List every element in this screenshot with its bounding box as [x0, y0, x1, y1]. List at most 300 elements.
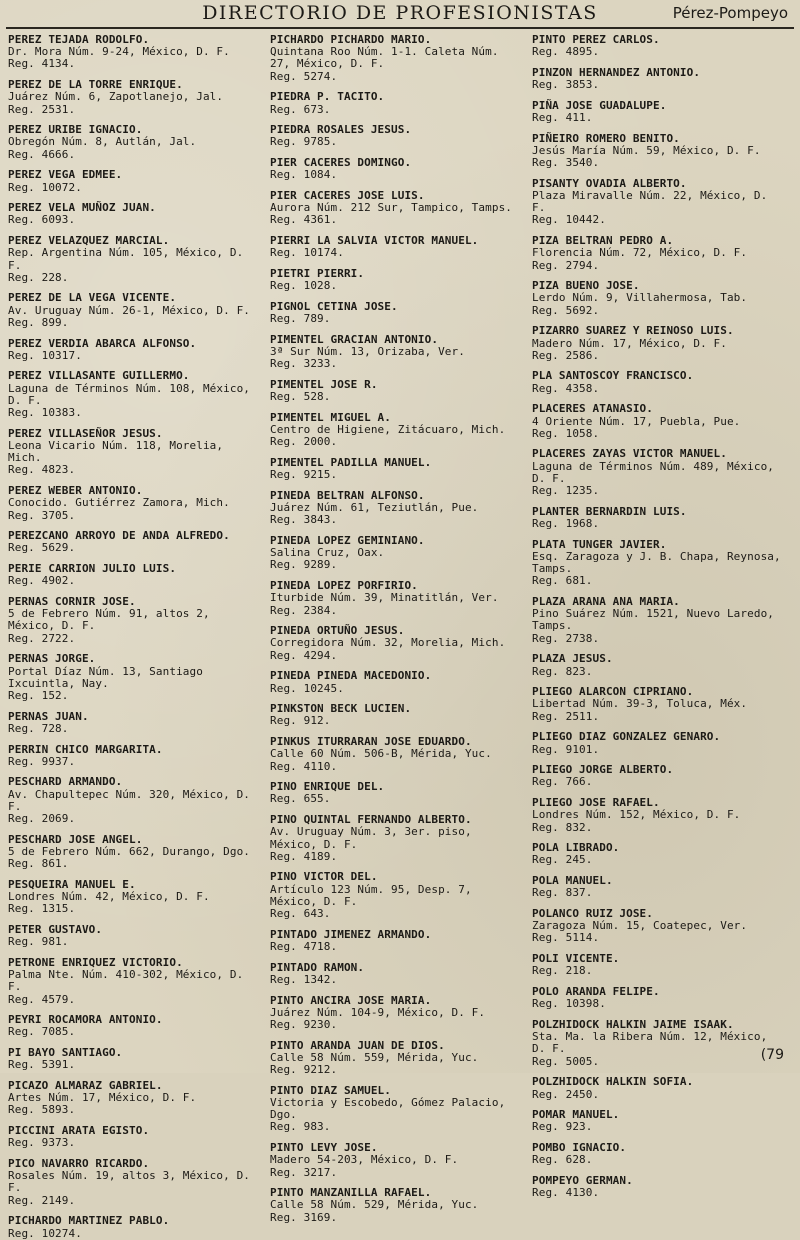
entry-registration: Reg. 3540. — [532, 156, 600, 170]
entry-registration: Reg. 5893. — [8, 1103, 76, 1117]
entry-address: Londres Núm. 42, México, D. F. — [8, 890, 210, 904]
directory-entry — [270, 625, 524, 662]
entry-name: PEREZ VILLASEÑOR JESUS. — [8, 426, 163, 440]
directory-entry — [270, 124, 524, 148]
entry-address: 5 de Febrero Núm. 662, Durango, Dgo. — [8, 844, 251, 858]
directory-entry — [532, 1142, 786, 1166]
entry-registration: Reg. 5629. — [8, 541, 76, 555]
directory-entry — [8, 596, 262, 645]
directory-entry — [8, 744, 262, 768]
entry-name: PICAZO ALMARAZ GABRIEL. — [8, 1079, 163, 1093]
directory-entry — [8, 1047, 262, 1071]
entry-name: PINKUS ITURRARAN JOSE EDUARDO. — [270, 735, 472, 749]
entry-name: POMBO IGNACIO. — [532, 1141, 627, 1155]
entry-name: POMPEYO GERMAN. — [532, 1174, 633, 1188]
directory-entry — [270, 871, 524, 920]
entry-registration: Reg. 832. — [532, 820, 593, 834]
directory-entry — [8, 834, 262, 871]
entry-registration: Reg. 861. — [8, 857, 69, 871]
entry-registration: Reg. 218. — [532, 964, 593, 978]
directory-entry — [270, 490, 524, 527]
directory-entry — [270, 1085, 524, 1134]
entry-registration: Reg. 1315. — [8, 902, 76, 916]
entry-name: POLZHIDOCK HALKIN SOFIA. — [532, 1075, 694, 1089]
entry-registration: Reg. 4902. — [8, 574, 76, 588]
entry-name: PI BAYO SANTIAGO. — [8, 1046, 123, 1060]
entry-name: PETRONE ENRIQUEZ VICTORIO. — [8, 955, 183, 969]
entry-name: PEREZ URIBE IGNACIO. — [8, 123, 143, 137]
directory-entry — [532, 403, 786, 440]
directory-entry — [270, 190, 524, 227]
entry-name: PERNAS JORGE. — [8, 652, 96, 666]
entry-registration: Reg. 628. — [532, 1153, 593, 1167]
entry-registration: Reg. 3705. — [8, 508, 76, 522]
entry-name: PESCHARD ARMANDO. — [8, 775, 123, 789]
entry-address: Leona Vicario Núm. 118, Morelia, Mich. — [8, 438, 224, 465]
directory-entry — [8, 169, 262, 193]
entry-name: PIETRI PIERRI. — [270, 267, 365, 281]
entry-registration: Reg. 9101. — [532, 742, 600, 756]
entry-name: PERRIN CHICO MARGARITA. — [8, 742, 163, 756]
entry-registration: Reg. 411. — [532, 111, 593, 125]
entry-address: Zaragoza Núm. 15, Coatepec, Ver. — [532, 919, 748, 933]
directory-entry — [532, 178, 786, 227]
entry-registration: Reg. 4134. — [8, 57, 76, 71]
directory-entry — [270, 91, 524, 115]
directory-entry — [532, 100, 786, 124]
directory-entry — [270, 379, 524, 403]
directory-entry — [270, 703, 524, 727]
directory-entry — [270, 736, 524, 773]
directory-entry — [270, 814, 524, 863]
entry-registration: Reg. 1058. — [532, 426, 600, 440]
entry-registration: Reg. 4361. — [270, 213, 338, 227]
entry-registration: Reg. 2531. — [8, 102, 76, 116]
directory-entry — [532, 764, 786, 788]
entry-registration: Reg. 899. — [8, 315, 69, 329]
entry-address: Juárez Núm. 6, Zapotlanejo, Jal. — [8, 90, 224, 104]
directory-entry — [270, 962, 524, 986]
entry-registration: Reg. 728. — [8, 721, 69, 735]
page-header — [0, 0, 800, 24]
entry-address: Florencia Núm. 72, México, D. F. — [532, 246, 748, 260]
entry-registration: Reg. 4823. — [8, 463, 76, 477]
entry-registration: Reg. 4130. — [532, 1186, 600, 1200]
entry-name: PLIEGO JORGE ALBERTO. — [532, 763, 674, 777]
entry-registration: Reg. 9785. — [270, 135, 338, 149]
directory-entry — [270, 535, 524, 572]
entry-address: Pino Suárez Núm. 1521, Nuevo Laredo, Tamps. — [532, 607, 775, 633]
entry-name: PLAZA ARANA ANA MARIA. — [532, 595, 680, 609]
entry-address: Libertad Núm. 39-3, Toluca, Méx. — [532, 697, 748, 711]
directory-entry — [270, 781, 524, 805]
entry-registration: Reg. 2450. — [532, 1087, 600, 1101]
entry-name: PLIEGO JOSE RAFAEL. — [532, 796, 660, 810]
entry-address: Artículo 123 Núm. 95, Desp. 7, México, D. F. — [270, 882, 472, 908]
entry-name: PINTADO JIMENEZ ARMANDO. — [270, 927, 432, 941]
entry-registration: Reg. 1028. — [270, 279, 338, 293]
directory-entry — [270, 1040, 524, 1077]
entry-name: PIMENTEL PADILLA MANUEL. — [270, 455, 432, 469]
entry-registration: Reg. 823. — [532, 664, 593, 678]
entry-registration: Reg. 9937. — [8, 754, 76, 768]
entry-name: PIERRI LA SALVIA VICTOR MANUEL. — [270, 234, 479, 248]
entry-registration: Reg. 981. — [8, 935, 69, 949]
entry-registration: Reg. 5391. — [8, 1058, 76, 1072]
entry-name: PEREZ VERDIA ABARCA ALFONSO. — [8, 336, 197, 350]
entry-name: PEREZ VELAZQUEZ MARCIAL. — [8, 234, 170, 248]
directory-entry — [532, 34, 786, 58]
entry-registration: Reg. 2000. — [270, 435, 338, 449]
entry-name: PICO NAVARRO RICARDO. — [8, 1157, 150, 1171]
entry-name: PIMENTEL MIGUEL A. — [270, 410, 392, 424]
entry-name: PIGNOL CETINA JOSE. — [270, 299, 398, 313]
entry-registration: Reg. 766. — [532, 775, 593, 789]
entry-address: Av. Uruguay Núm. 26-1, México, D. F. — [8, 303, 251, 317]
entry-address: Av. Chapultepec Núm. 320, México, D. F. — [8, 787, 251, 813]
entry-name: PLATA TUNGER JAVIER. — [532, 537, 667, 551]
directory-entry — [8, 1125, 262, 1149]
entry-registration: Reg. 10245. — [270, 681, 344, 695]
entry-address: Centro de Higiene, Zitácuaro, Mich. — [270, 423, 506, 437]
entry-registration: Reg. 7085. — [8, 1025, 76, 1039]
directory-entry — [270, 235, 524, 259]
entry-name: POMAR MANUEL. — [532, 1108, 620, 1122]
directory-entry — [532, 280, 786, 317]
entry-address: Plaza Miravalle Núm. 22, México, D. F. — [532, 189, 768, 215]
entry-name: PIZARRO SUAREZ Y REINOSO LUIS. — [532, 324, 734, 338]
entry-registration: Reg. 2069. — [8, 812, 76, 826]
entry-registration: Reg. 152. — [8, 688, 69, 702]
directory-entry — [532, 1109, 786, 1133]
entry-registration: Reg. 4189. — [270, 849, 338, 863]
entry-name: PEREZ WEBER ANTONIO. — [8, 484, 143, 498]
entry-name: PINTO ANCIRA JOSE MARIA. — [270, 993, 432, 1007]
directory-entry — [532, 596, 786, 645]
entry-registration: Reg. 837. — [532, 886, 593, 900]
entry-registration: Reg. 10442. — [532, 213, 606, 227]
entry-registration: Reg. 9373. — [8, 1136, 76, 1150]
directory-entry — [532, 1175, 786, 1199]
entry-name: PEREZ VILLASANTE GUILLERMO. — [8, 369, 190, 383]
entry-name: PINEDA LOPEZ PORFIRIO. — [270, 579, 418, 593]
entry-registration: Reg. 643. — [270, 907, 331, 921]
entry-name: PEREZ TEJADA RODOLFO. — [8, 33, 150, 46]
entry-address: Rosales Núm. 19, altos 3, México, D. F. — [8, 1169, 251, 1195]
directory-entry — [532, 797, 786, 834]
directory-entry — [270, 1187, 524, 1224]
entry-name: PINTO ARANDA JUAN DE DIOS. — [270, 1038, 445, 1052]
entry-registration: Reg. 245. — [532, 853, 593, 867]
entries-columns — [8, 33, 786, 1240]
directory-entry — [8, 1158, 262, 1207]
entry-name: POLA MANUEL. — [532, 874, 613, 888]
entry-address: Quintana Roo Núm. 1-1. Caleta Núm. 27, México, D. F. — [270, 45, 499, 71]
entry-address: Portal Díaz Núm. 13, Santiago Ixcuintla, Nay. — [8, 664, 203, 690]
entry-registration: Reg. 5274. — [270, 69, 338, 83]
entry-name: PINEDA ORTUÑO JESUS. — [270, 624, 405, 638]
entry-registration: Reg. 4358. — [532, 381, 600, 395]
directory-entry — [8, 879, 262, 916]
entry-name: POLANCO RUIZ JOSE. — [532, 907, 654, 921]
entry-address: 4 Oriente Núm. 17, Puebla, Pue. — [532, 414, 741, 428]
entry-registration: Reg. 3233. — [270, 357, 338, 371]
directory-entry — [532, 506, 786, 530]
entry-name: PERNAS JUAN. — [8, 709, 89, 723]
entry-name: PINEDA PINEDA MACEDONIO. — [270, 669, 432, 683]
entry-address: Lerdo Núm. 9, Villahermosa, Tab. — [532, 291, 748, 305]
entry-address: Laguna de Términos Núm. 489, México, D. F. — [532, 459, 775, 485]
entry-name: PEREZ DE LA VEGA VICENTE. — [8, 291, 177, 305]
entry-registration: Reg. 3217. — [270, 1165, 338, 1179]
entry-address: Conocido. Gutiérrez Zamora, Mich. — [8, 496, 230, 510]
entry-name: PLIEGO DIAZ GONZALEZ GENARO. — [532, 730, 721, 744]
entry-registration: Reg. 1342. — [270, 972, 338, 986]
directory-entry — [532, 235, 786, 272]
entry-registration: Reg. 10072. — [8, 180, 82, 194]
directory-entry — [532, 653, 786, 677]
entry-registration: Reg. 4110. — [270, 759, 338, 773]
directory-entry — [532, 686, 786, 723]
directory-entry — [270, 157, 524, 181]
entry-name: PIÑEIRO ROMERO BENITO. — [532, 131, 680, 145]
entry-name: PEREZ VEGA EDMEE. — [8, 168, 123, 182]
entry-registration: Reg. 923. — [532, 1120, 593, 1134]
directory-entry — [8, 428, 262, 477]
entry-name: PICHARDO PICHARDO MARIO. — [270, 33, 432, 46]
entry-name: POLA LIBRADO. — [532, 841, 620, 855]
directory-entry — [532, 370, 786, 394]
directory-entry — [270, 301, 524, 325]
entry-address: Corregidora Núm. 32, Morelia, Mich. — [270, 636, 506, 650]
entry-name: PIEDRA ROSALES JESUS. — [270, 123, 412, 137]
entry-address: Esq. Zaragoza y J. B. Chapa, Reynosa, Tamps. — [532, 549, 781, 576]
entry-registration: Reg. 2722. — [8, 631, 76, 645]
entry-name: PIEDRA P. TACITO. — [270, 90, 385, 104]
entry-name: PIER CACERES JOSE LUIS. — [270, 189, 425, 203]
entry-name: PINO VICTOR DEL. — [270, 870, 378, 884]
entry-registration: Reg. 3853. — [532, 78, 600, 92]
directory-entry — [8, 124, 262, 161]
entry-registration: Reg. 1968. — [532, 517, 600, 530]
header-rule — [6, 27, 794, 29]
entry-name: PEREZCANO ARROYO DE ANDA ALFREDO. — [8, 529, 230, 543]
entry-address: Victoria y Escobedo, Gómez Palacio, Dgo. — [270, 1096, 506, 1122]
entry-name: PINTADO RAMON. — [270, 960, 365, 974]
entry-name: PINKSTON BECK LUCIEN. — [270, 702, 412, 716]
directory-entry — [8, 1080, 262, 1117]
entry-address: Laguna de Términos Núm. 108, México, D. F. — [8, 381, 251, 407]
entry-address: Rep. Argentina Núm. 105, México, D. F. — [8, 246, 244, 272]
entry-address: Iturbide Núm. 39, Minatitlán, Ver. — [270, 591, 499, 605]
entry-name: PLAZA JESUS. — [532, 652, 613, 666]
entry-registration: Reg. 912. — [270, 714, 331, 728]
entry-name: PEREZ DE LA TORRE ENRIQUE. — [8, 78, 183, 92]
entry-registration: Reg. 2149. — [8, 1193, 76, 1207]
entry-registration: Reg. 2794. — [532, 258, 600, 272]
entry-name: PINZON HERNANDEZ ANTONIO. — [532, 65, 701, 79]
entry-registration: Reg. 1084. — [270, 168, 338, 182]
directory-entry — [8, 292, 262, 329]
entry-registration: Reg. 528. — [270, 390, 331, 404]
entry-registration: Reg. 10274. — [8, 1226, 82, 1240]
entry-registration: Reg. 10174. — [270, 246, 344, 260]
entry-name: PINTO DIAZ SAMUEL. — [270, 1083, 392, 1097]
entry-name: PIZA BUENO JOSE. — [532, 279, 640, 293]
directory-entry — [270, 995, 524, 1032]
entry-registration: Reg. 2511. — [532, 709, 600, 723]
directory-entry — [532, 731, 786, 755]
entry-address: Artes Núm. 17, México, D. F. — [8, 1091, 197, 1105]
directory-entry — [270, 580, 524, 617]
entry-registration: Reg. 3843. — [270, 513, 338, 527]
entry-name: PISANTY OVADIA ALBERTO. — [532, 176, 687, 190]
entry-registration: Reg. 9215. — [270, 468, 338, 482]
entry-registration: Reg. 2738. — [532, 631, 600, 645]
column-1 — [8, 33, 262, 1240]
directory-entry — [532, 986, 786, 1010]
entry-registration: Reg. 2586. — [532, 348, 600, 362]
directory-entry — [532, 953, 786, 977]
entry-address: Calle 58 Núm. 529, Mérida, Yuc. — [270, 1198, 479, 1212]
entry-name: POLI VICENTE. — [532, 952, 620, 966]
entry-registration: Reg. 4666. — [8, 147, 76, 161]
directory-entry — [8, 530, 262, 554]
entry-name: POLO ARANDA FELIPE. — [532, 985, 660, 999]
entry-address: Calle 58 Núm. 559, Mérida, Yuc. — [270, 1050, 479, 1064]
entry-address: 3ª Sur Núm. 13, Orizaba, Ver. — [270, 345, 465, 359]
entry-registration: Reg. 6093. — [8, 213, 76, 227]
directory-entry — [270, 412, 524, 449]
entry-registration: Reg. 228. — [8, 270, 69, 284]
entry-name: PIER CACERES DOMINGO. — [270, 156, 412, 170]
directory-entry — [8, 957, 262, 1006]
entry-name: PERNAS CORNIR JOSE. — [8, 595, 136, 609]
page-title: DIRECTORIO DE PROFESIONISTAS — [202, 2, 598, 24]
entry-registration: Reg. 9289. — [270, 558, 338, 572]
entry-address: Obregón Núm. 8, Autlán, Jal. — [8, 135, 197, 149]
entry-registration: Reg. 673. — [270, 102, 331, 116]
entry-address: Madero Núm. 17, México, D. F. — [532, 336, 727, 350]
entry-registration: Reg. 10383. — [8, 406, 82, 420]
entry-name: PICCINI ARATA EGISTO. — [8, 1124, 150, 1138]
entry-registration: Reg. 1235. — [532, 484, 600, 498]
directory-entry — [532, 1076, 786, 1100]
entry-name: PINTO MANZANILLA RAFAEL. — [270, 1186, 432, 1200]
directory-entry — [532, 448, 786, 497]
entry-name: PEREZ VELA MUÑOZ JUAN. — [8, 201, 156, 215]
entry-registration: Reg. 2384. — [270, 603, 338, 617]
directory-entry — [532, 325, 786, 362]
directory-entry — [532, 539, 786, 588]
alphabetical-range: Pérez-Pompeyo — [672, 4, 788, 22]
directory-entry — [8, 485, 262, 522]
column-3 — [532, 33, 786, 1200]
entry-address: Calle 60 Núm. 506-B, Mérida, Yuc. — [270, 747, 492, 761]
entry-name: PIÑA JOSE GUADALUPE. — [532, 98, 667, 112]
entry-name: PIMENTEL GRACIAN ANTONIO. — [270, 332, 439, 346]
directory-entry — [8, 1014, 262, 1038]
entry-name: PLANTER BERNARDIN LUIS. — [532, 504, 687, 518]
entry-registration: Reg. 9230. — [270, 1018, 338, 1031]
directory-entry — [8, 338, 262, 362]
directory-entry — [532, 908, 786, 945]
directory-entry — [8, 711, 262, 735]
page-number: (79 — [760, 1047, 784, 1063]
entry-address: Jesús María Núm. 59, México, D. F. — [532, 143, 761, 157]
entry-name: PESCHARD JOSE ANGEL. — [8, 832, 143, 846]
directory-entry — [270, 670, 524, 694]
entry-name: PERIE CARRION JULIO LUIS. — [8, 562, 177, 576]
entry-address: Madero 54-203, México, D. F. — [270, 1153, 459, 1167]
column-2 — [270, 33, 524, 1224]
directory-entry — [270, 334, 524, 371]
directory-entry — [270, 268, 524, 292]
directory-entry — [8, 235, 262, 284]
entry-name: PINTO LEVY JOSE. — [270, 1141, 378, 1155]
directory-entry — [532, 133, 786, 170]
entry-registration: Reg. 3169. — [270, 1210, 338, 1224]
entry-address: Salina Cruz, Oax. — [270, 546, 385, 560]
directory-entry — [8, 370, 262, 419]
entry-name: PEYRI ROCAMORA ANTONIO. — [8, 1013, 163, 1027]
entry-address: Palma Nte. Núm. 410-302, México, D. F. — [8, 968, 244, 994]
entry-registration: Reg. 789. — [270, 312, 331, 326]
entry-name: PINO QUINTAL FERNANDO ALBERTO. — [270, 813, 472, 827]
entry-name: PETER GUSTAVO. — [8, 922, 103, 936]
directory-entry — [532, 1019, 786, 1068]
entry-name: PLA SANTOSCOY FRANCISCO. — [532, 369, 694, 383]
directory-entry — [8, 924, 262, 948]
entry-address: Juárez Núm. 61, Teziutlán, Pue. — [270, 501, 479, 515]
entry-name: PINTO PEREZ CARLOS. — [532, 33, 660, 46]
entry-name: PLACERES ATANASIO. — [532, 402, 654, 416]
entry-registration: Reg. 4895. — [532, 45, 600, 59]
entry-address: Av. Uruguay Núm. 3, 3er. piso, México, D. F. — [270, 825, 472, 851]
entry-address: Aurora Núm. 212 Sur, Tampico, Tamps. — [270, 201, 513, 215]
entry-name: PINEDA BELTRAN ALFONSO. — [270, 488, 425, 502]
entry-name: PIMENTEL JOSE R. — [270, 377, 378, 391]
directory-entry — [532, 875, 786, 899]
entry-name: POLZHIDOCK HALKIN JAIME ISAAK. — [532, 1018, 734, 1031]
entry-name: PLIEGO ALARCON CIPRIANO. — [532, 685, 694, 699]
entry-registration: Reg. 4718. — [270, 939, 338, 953]
entry-registration: Reg. 9212. — [270, 1063, 338, 1077]
entry-name: PIZA BELTRAN PEDRO A. — [532, 234, 674, 248]
directory-entry — [532, 67, 786, 91]
entry-name: PLACERES ZAYAS VICTOR MANUEL. — [532, 447, 727, 461]
entry-address: Juárez Núm. 104-9, México, D. F. — [270, 1005, 486, 1019]
directory-entry — [270, 457, 524, 481]
entry-registration: Reg. 655. — [270, 792, 331, 806]
entry-registration: Reg. 4294. — [270, 648, 338, 662]
entry-address: Sta. Ma. la Ribera Núm. 12, México, D. F. — [532, 1030, 768, 1056]
directory-entry — [8, 34, 262, 71]
directory-entry — [8, 1215, 262, 1239]
entry-registration: Reg. 5005. — [532, 1054, 600, 1068]
entry-registration: Reg. 10398. — [532, 997, 606, 1011]
directory-entry — [8, 653, 262, 702]
entry-registration: Reg. 5114. — [532, 931, 600, 945]
directory-entry — [270, 34, 524, 83]
directory-entry — [8, 79, 262, 116]
entry-name: PESQUEIRA MANUEL E. — [8, 877, 136, 891]
entry-registration: Reg. 10317. — [8, 348, 82, 362]
entry-registration: Reg. 983. — [270, 1120, 331, 1134]
entry-address: Dr. Mora Núm. 9-24, México, D. F. — [8, 45, 230, 59]
entry-name: PICHARDO MARTINEZ PABLO. — [8, 1214, 170, 1228]
entry-registration: Reg. 681. — [532, 574, 593, 588]
